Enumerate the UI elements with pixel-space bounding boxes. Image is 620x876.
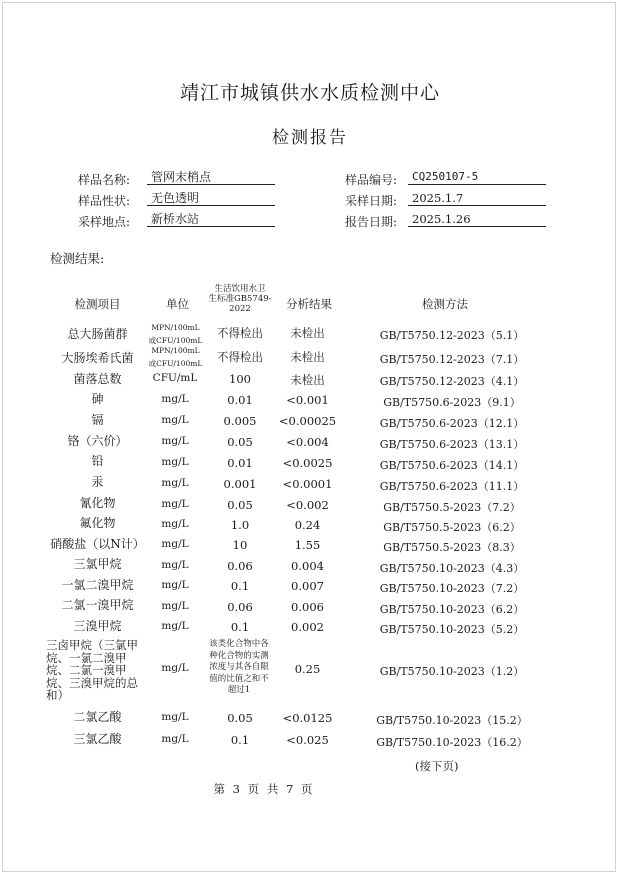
row-10-item: 氟化物 (79, 516, 116, 530)
row-2-result: 未检出 (290, 350, 325, 364)
row-2-standard: 不得检出 (217, 350, 263, 364)
row-6-unit: mg/L (161, 435, 189, 447)
row-16-method: GB/T5750.10-2023（1.2） (379, 665, 525, 678)
sample-number-label: 样品编号: (345, 173, 398, 187)
header-unit: 单位 (166, 297, 189, 311)
row-6-result: <0.004 (286, 435, 329, 449)
row-13-method: GB/T5750.10-2023（7.2） (379, 582, 525, 595)
row-12-standard: 0.06 (227, 559, 253, 573)
row-18-standard: 0.1 (230, 733, 250, 747)
results-section-label: 检测结果: (50, 251, 105, 266)
report-date-value: 2025.1.26 (408, 211, 546, 227)
row-13-item: 一氯二溴甲烷 (61, 578, 134, 592)
report-date-label: 报告日期: (345, 215, 398, 229)
row-15-item: 三溴甲烷 (73, 619, 122, 633)
row-6-standard: 0.05 (227, 435, 253, 449)
row-6-method: GB/T5750.6-2023（13.1） (379, 438, 525, 451)
row-8-item: 汞 (91, 475, 104, 489)
row-16-standard: 该类化合物中各种化合物的实测浓度与其各自限值的比值之和不超过1 (209, 639, 269, 695)
header-item: 检测项目 (74, 297, 121, 311)
sample-name-value: 管网末梢点 (147, 169, 275, 185)
row-17-method: GB/T5750.10-2023（15.2） (376, 714, 528, 727)
row-3-item: 菌落总数 (73, 372, 122, 386)
row-12-unit: mg/L (161, 559, 189, 571)
row-4-result: <0.001 (286, 393, 329, 407)
row-6-item: 铬（六价） (67, 434, 128, 448)
row-11-result: 1.55 (294, 538, 321, 552)
row-17-unit: mg/L (161, 711, 189, 723)
row-9-item: 氰化物 (79, 496, 116, 510)
row-18-method: GB/T5750.10-2023（16.2） (376, 736, 528, 749)
row-14-result: 0.006 (291, 600, 324, 614)
row-17-result: <0.0125 (282, 711, 333, 725)
row-2-method: GB/T5750.12-2023（7.1） (379, 353, 525, 366)
row-15-standard: 0.1 (230, 620, 250, 634)
header-standard-line2: 生标准GB5749- (208, 294, 272, 304)
row-17-standard: 0.05 (227, 711, 253, 725)
row-14-method: GB/T5750.10-2023（6.2） (379, 603, 525, 616)
row-5-item: 镉 (91, 413, 104, 427)
row-5-method: GB/T5750.6-2023（12.1） (379, 417, 525, 430)
continued-note: (接下页) (415, 759, 459, 773)
header-standard-line3: 2022 (229, 304, 251, 314)
row-1-result: 未检出 (290, 326, 325, 340)
row-4-standard: 0.01 (227, 393, 253, 407)
row-18-result: <0.025 (286, 733, 329, 747)
row-9-result: <0.002 (286, 498, 329, 512)
header-method: 检测方法 (422, 297, 468, 311)
row-1-item: 总大肠菌群 (67, 327, 128, 341)
sample-name-label: 样品名称: (78, 173, 131, 187)
row-8-standard: 0.001 (223, 477, 257, 491)
row-10-standard: 1.0 (230, 518, 250, 532)
row-7-result: <0.0025 (282, 456, 333, 470)
row-15-method: GB/T5750.10-2023（5.2） (379, 623, 525, 636)
row-14-item: 二氯一溴甲烷 (61, 598, 134, 612)
row-17-item: 二氯乙酸 (73, 710, 122, 724)
row-2-item: 大肠埃希氏菌 (61, 351, 134, 365)
sampling-date-label: 采样日期: (345, 194, 398, 208)
row-10-method: GB/T5750.5-2023（6.2） (383, 521, 521, 534)
row-1-method: GB/T5750.12-2023（5.1） (379, 329, 525, 342)
row-12-result: 0.004 (291, 559, 324, 573)
page-number-footer: 第 3 页 共 7 页 (213, 782, 313, 796)
row-11-item: 硝酸盐（以N计） (50, 537, 145, 551)
row-11-method: GB/T5750.5-2023（8.3） (383, 541, 521, 554)
sampling-date-value: 2025.1.7 (408, 190, 546, 206)
row-13-result: 0.007 (291, 579, 324, 593)
row-12-method: GB/T5750.10-2023（4.3） (379, 562, 525, 575)
row-12-item: 三氯甲烷 (73, 557, 122, 571)
row-2-unit: MPN/100mL或CFU/100mL (148, 346, 203, 368)
row-15-unit: mg/L (161, 620, 189, 632)
row-16-result: 0.25 (294, 662, 321, 676)
row-13-unit: mg/L (161, 579, 189, 591)
row-4-method: GB/T5750.6-2023（9.1） (383, 396, 521, 409)
row-3-result: 未检出 (290, 373, 325, 387)
row-9-standard: 0.05 (227, 498, 253, 512)
row-4-unit: mg/L (161, 393, 189, 405)
row-14-unit: mg/L (161, 600, 189, 612)
sample-property-value: 无色透明 (147, 190, 275, 206)
row-1-unit: MPN/100mL或CFU/100mL (148, 323, 203, 345)
row-9-unit: mg/L (161, 498, 189, 510)
row-18-item: 三氯乙酸 (73, 732, 122, 746)
row-3-unit: CFU/mL (152, 372, 198, 384)
row-3-standard: 100 (229, 372, 251, 386)
sample-number-value: CQ250107-5 (408, 169, 546, 185)
row-5-result: <0.00025 (278, 414, 337, 428)
row-18-unit: mg/L (161, 733, 189, 745)
row-7-standard: 0.01 (227, 456, 253, 470)
row-16-item: 三卤甲烷（三氯甲烷、一氯二溴甲烷、二氯一溴甲烷、三溴甲烷的总和） (46, 638, 138, 702)
sample-property-label: 样品性状: (78, 194, 131, 208)
row-5-unit: mg/L (161, 414, 189, 426)
header-result: 分析结果 (286, 297, 332, 311)
row-8-method: GB/T5750.6-2023（11.1） (379, 480, 525, 493)
row-7-item: 铅 (91, 454, 104, 468)
row-5-standard: 0.005 (223, 414, 257, 428)
row-14-standard: 0.06 (227, 600, 253, 614)
row-7-method: GB/T5750.6-2023（14.1） (379, 459, 525, 472)
row-13-standard: 0.1 (230, 579, 250, 593)
sampling-location-label: 采样地点: (78, 215, 131, 229)
row-11-standard: 10 (232, 538, 248, 552)
row-4-item: 砷 (91, 392, 104, 406)
row-7-unit: mg/L (161, 456, 189, 468)
row-15-result: 0.002 (291, 620, 324, 634)
report-org-title: 靖江市城镇供水水质检测中心 (179, 82, 440, 104)
row-16-unit: mg/L (161, 662, 189, 674)
row-8-result: <0.0001 (282, 477, 333, 491)
row-8-unit: mg/L (161, 477, 189, 489)
row-9-method: GB/T5750.5-2023（7.2） (383, 501, 521, 514)
header-standard (205, 284, 275, 314)
row-11-unit: mg/L (161, 538, 189, 550)
row-10-unit: mg/L (161, 518, 189, 530)
row-3-method: GB/T5750.12-2023（4.1） (379, 375, 525, 388)
sampling-location-value: 新桥水站 (147, 211, 275, 227)
header-standard-line1: 生活饮用水卫 (214, 284, 266, 294)
row-10-result: 0.24 (294, 518, 321, 532)
row-1-standard: 不得检出 (217, 326, 263, 340)
report-subtitle: 检测报告 (272, 128, 348, 148)
